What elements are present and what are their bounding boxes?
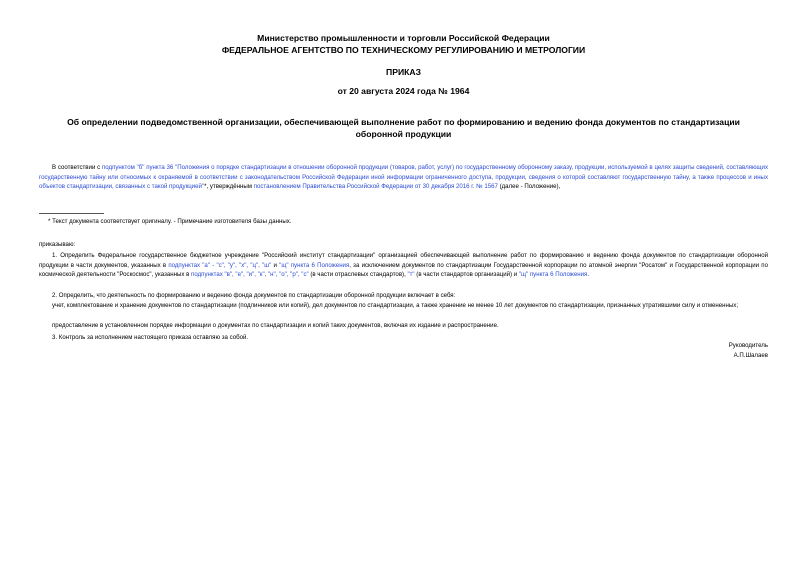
orders-word: приказываю:	[39, 241, 76, 248]
p1-text-2: и	[271, 261, 280, 269]
paragraph-2-item-1: учет, комплектование и хранение документов по стандартизации (подлинников или копий), дел документов по стандартизации, а также хранение не менее 10 лет документов по стандартизации, признанных утратившими силу и отмененных;	[52, 302, 739, 309]
government-decree-link[interactable]: постановлением Правительства Российской Федерации от 30 декабря 2016 г. № 1567	[253, 183, 498, 191]
subparagraphs-link-1[interactable]: подпунктах "а" - "с", "у", "х", "ц", "ш"	[168, 261, 272, 269]
preamble-text-2: *, утверждённым	[204, 183, 254, 191]
preamble-text-3: (далее - Положение),	[497, 183, 561, 191]
subparagraph-shch-link-1[interactable]: "щ" пункта 6 Положения	[279, 261, 350, 269]
paragraph-2-item-2: предоставление в установленном порядке информации о документах по стандартизации и копий таких документов, включая их издание и распространение.	[52, 322, 499, 329]
document-date-number: от 20 августа 2024 года № 1964	[337, 86, 470, 96]
document-type: ПРИКАЗ	[386, 67, 421, 77]
agency-name: ФЕДЕРАЛЬНОЕ АГЕНТСТВО ПО ТЕХНИЧЕСКОМУ РЕГУЛИРОВАНИЮ И МЕТРОЛОГИИ	[221, 45, 586, 55]
signatory-name: А.П.Шалаев	[733, 352, 768, 359]
signatory-role: Руководитель	[728, 342, 768, 349]
subparagraph-t-link[interactable]: "т"	[407, 271, 415, 279]
ministry-name: Министерство промышленности и торговли Российской Федерации	[257, 33, 550, 43]
document-title: Об определении подведомственной организации, обеспечивающей выполнение работ по формированию и ведению фонда документов по стандартизации оборонной продукции	[67, 117, 740, 139]
subparagraph-shch-link-2[interactable]: "щ" пункта 6 Положения	[518, 271, 588, 279]
footnote: * Текст документа соответствует оригиналу. - Примечание изготовителя базы данных.	[48, 218, 292, 225]
subparagraphs-link-2[interactable]: подпунктах "в", "е", "и", "к", "н", "о", "р", "с"	[191, 271, 309, 279]
paragraph-1	[39, 251, 768, 280]
paragraph-3: 3. Контроль за исполнением настоящего приказа оставляю за собой.	[52, 334, 249, 341]
p1-text-4: (в части отраслевых стандартов),	[308, 271, 408, 279]
p1-text-6: .	[587, 271, 590, 279]
regulation-link[interactable]: подпунктом "б" пункта 36 "Положения о порядке стандартизации в отношении оборонной продукции (товаров, работ, услуг) по государственному оборонному заказу, продукции, используемой в целях защиты сведений, составляющих государственную тайну или относимых к охраняемой в соответствии с законодательством Российской Федерации иной информации ограниченного доступа, продукции, сведения о которой составляют государственную тайну, а также процессов и иных объектов стандартизации, связанных с такой продукцией"	[39, 164, 769, 191]
p1-text-5: (в части стандартов организаций) и	[414, 271, 519, 279]
footnote-divider	[39, 213, 104, 214]
preamble-text-1: В соответствии с	[52, 164, 102, 171]
p1-text-3: , за исключением документов по стандартизации Государственной корпорации по атомной энергии "Росатом" и Государственной корпорации по космической деятельности "Роскосмос", указанных в	[39, 261, 768, 279]
preamble-paragraph	[39, 163, 768, 192]
p1-text-1: 1. Определить Федеральное государственное бюджетное учреждение "Российский институт стандартизации" организацией обеспечивающей выполнение работ по формированию и ведению фонда документов по стандартизации оборонной продукции в части документов, указанных в	[39, 252, 768, 269]
paragraph-2: 2. Определить, что деятельность по формированию и ведению фонда документов по стандартизации оборонной продукции включает в себя:	[52, 292, 456, 299]
